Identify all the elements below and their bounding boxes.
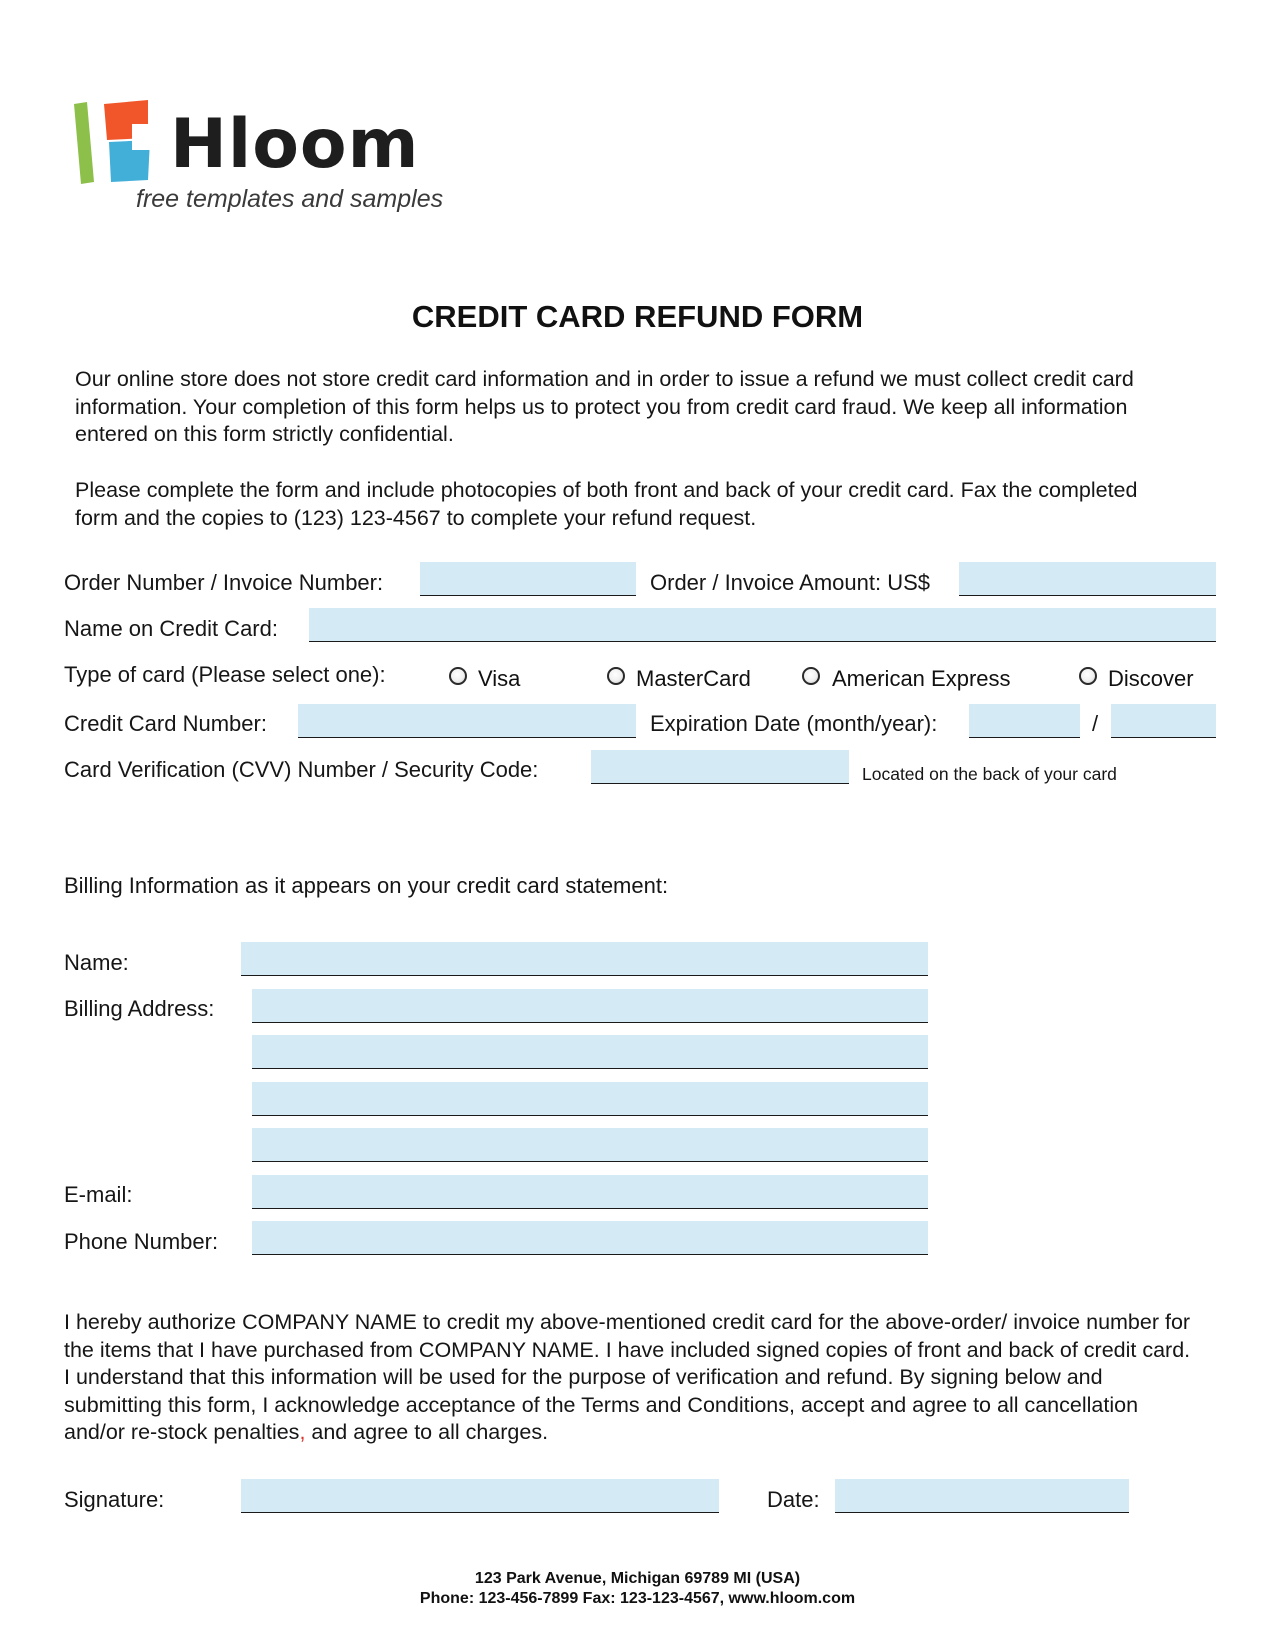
card-type-label: Type of card (Please select one):	[64, 662, 386, 687]
cvv-field[interactable]	[591, 750, 849, 784]
billing-name-field[interactable]	[241, 942, 928, 976]
signature-field[interactable]	[241, 1479, 719, 1513]
footer-contact: Phone: 123-456-7899 Fax: 123-123-4567, www.hloom.com	[419, 1590, 856, 1607]
card-number-label: Credit Card Number:	[64, 711, 267, 736]
authorization-red-comma: ,	[299, 1420, 306, 1445]
cvv-label: Card Verification (CVV) Number / Security Code:	[64, 757, 539, 782]
order-amount-label: Order / Invoice Amount: US$	[650, 570, 931, 595]
date-field[interactable]	[835, 1479, 1129, 1513]
radio-label-discover: Discover	[1108, 666, 1194, 691]
intro-paragraph-2: Please complete the form and include photocopies of both front and back of your credit card. Fax the completed form and the copies to (123) 123-4567 to complete your refund request.	[75, 478, 1138, 530]
billing-heading: Billing Information as it appears on your credit card statement:	[64, 873, 669, 898]
date-label: Date:	[767, 1487, 820, 1512]
billing-address-line-3[interactable]	[252, 1082, 928, 1116]
order-amount-field[interactable]	[959, 562, 1216, 596]
order-number-field[interactable]	[420, 562, 636, 596]
logo-wordmark: Hloom	[170, 105, 420, 184]
radio-mastercard[interactable]	[607, 667, 625, 685]
authorization-paragraph	[64, 1309, 1199, 1447]
expiration-label: Expiration Date (month/year):	[650, 711, 938, 736]
expiration-month-field[interactable]	[969, 704, 1080, 738]
footer-address: 123 Park Avenue, Michigan 69789 MI (USA)	[474, 1570, 801, 1587]
hloom-logo	[72, 98, 472, 218]
name-on-card-label: Name on Credit Card:	[64, 616, 278, 641]
radio-label-mastercard: MasterCard	[636, 666, 751, 691]
logo-notch	[132, 124, 152, 150]
logo-green-bar	[74, 102, 94, 184]
authorization-text-end: and agree to all charges.	[305, 1420, 549, 1445]
email-field[interactable]	[252, 1175, 928, 1209]
logo-mark-icon	[72, 98, 164, 188]
radio-label-american-express: American Express	[832, 666, 1011, 691]
card-number-field[interactable]	[298, 704, 636, 738]
radio-label-visa: Visa	[478, 666, 521, 691]
expiration-year-field[interactable]	[1111, 704, 1216, 738]
email-label: E-mail:	[64, 1182, 133, 1207]
page-title: CREDIT CARD REFUND FORM	[411, 299, 864, 334]
billing-address-line-2[interactable]	[252, 1035, 928, 1069]
name-on-card-field[interactable]	[309, 608, 1216, 642]
radio-discover[interactable]	[1079, 667, 1097, 685]
billing-address-line-4[interactable]	[252, 1128, 928, 1162]
billing-address-label: Billing Address:	[64, 996, 215, 1021]
radio-american-express[interactable]	[802, 667, 820, 685]
phone-label: Phone Number:	[64, 1229, 219, 1254]
cvv-note: Located on the back of your card	[862, 764, 1117, 784]
billing-name-label: Name:	[64, 950, 129, 975]
logo-tagline: free templates and samples	[136, 185, 444, 213]
intro-paragraph-1: Our online store does not store credit card information and in order to issue a refund we must collect credit card information. Your completion of this form helps us to protect you from credit card fraud. We keep all information entered on this form strictly confidential.	[75, 367, 1134, 447]
expiration-separator: /	[1092, 711, 1099, 736]
radio-visa[interactable]	[449, 667, 467, 685]
signature-label: Signature:	[64, 1487, 165, 1512]
phone-field[interactable]	[252, 1221, 928, 1255]
order-number-label: Order Number / Invoice Number:	[64, 570, 384, 595]
authorization-text: I hereby authorize COMPANY NAME to credit my above-mentioned credit card for the above-order/ invoice number for the items that I have purchased from COMPANY NAME. I have included signed copies of front and back of credit card. I understand that this information will be used for the purpose of verification and refund. By signing below and submitting this form, I acknowledge acceptance of the Terms and Conditions, accept and agree to all cancellation and/or re-stock penalties	[64, 1310, 1191, 1445]
billing-address-line-1[interactable]	[252, 989, 928, 1023]
